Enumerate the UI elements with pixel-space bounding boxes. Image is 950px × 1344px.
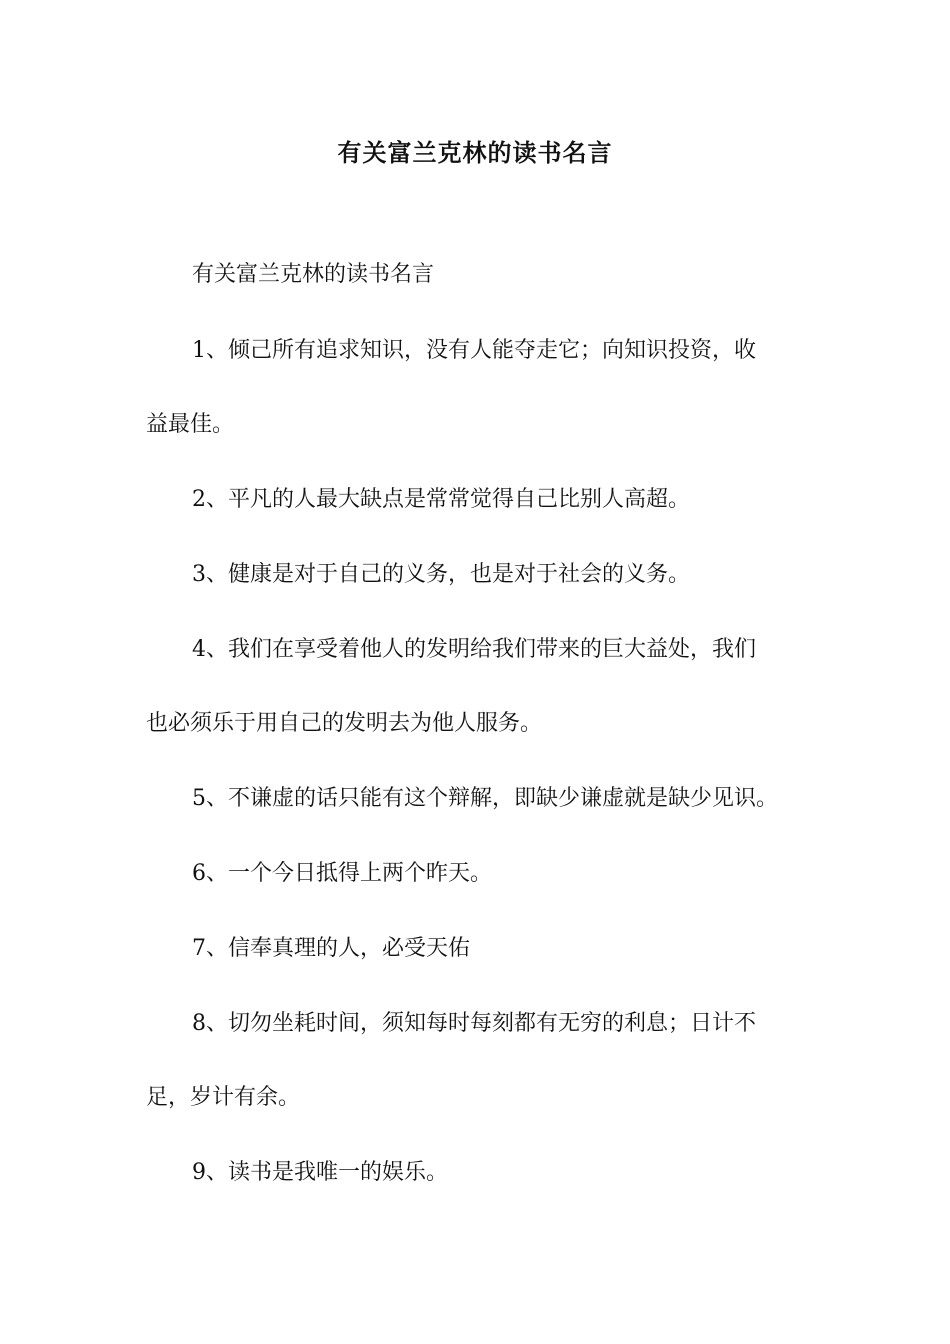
quote-line-4: 4、我们在享受着他人的发明给我们带来的巨大益处，我们: [192, 637, 756, 662]
quote-line-1: 1、倾己所有追求知识，没有人能夺走它；向知识投资，收: [192, 338, 756, 363]
document-title: 有关富兰克林的读书名言: [337, 138, 613, 167]
quote-line-3: 3、健康是对于自己的义务，也是对于社会的义务。: [192, 562, 690, 587]
quote-line-7: 7、信奉真理的人，必受天佑: [192, 936, 470, 961]
quote-line-9: 9、读书是我唯一的娱乐。: [192, 1160, 448, 1185]
quote-line-8-continued: 足，岁计有余。: [146, 1085, 301, 1110]
quote-line-2: 2、平凡的人最大缺点是常常觉得自己比别人高超。: [192, 487, 690, 512]
document-subtitle: 有关富兰克林的读书名言: [192, 262, 435, 287]
quote-line-1-continued: 益最佳。: [146, 412, 235, 437]
quote-line-8: 8、切勿坐耗时间，须知每时每刻都有无穷的利息；日计不: [192, 1011, 756, 1036]
quote-line-5: 5、不谦虚的话只能有这个辩解，即缺少谦虚就是缺少见识。: [192, 786, 778, 811]
quote-line-6: 6、一个今日抵得上两个昨天。: [192, 861, 492, 886]
quote-line-4-continued: 也必须乐于用自己的发明去为他人服务。: [146, 711, 543, 736]
